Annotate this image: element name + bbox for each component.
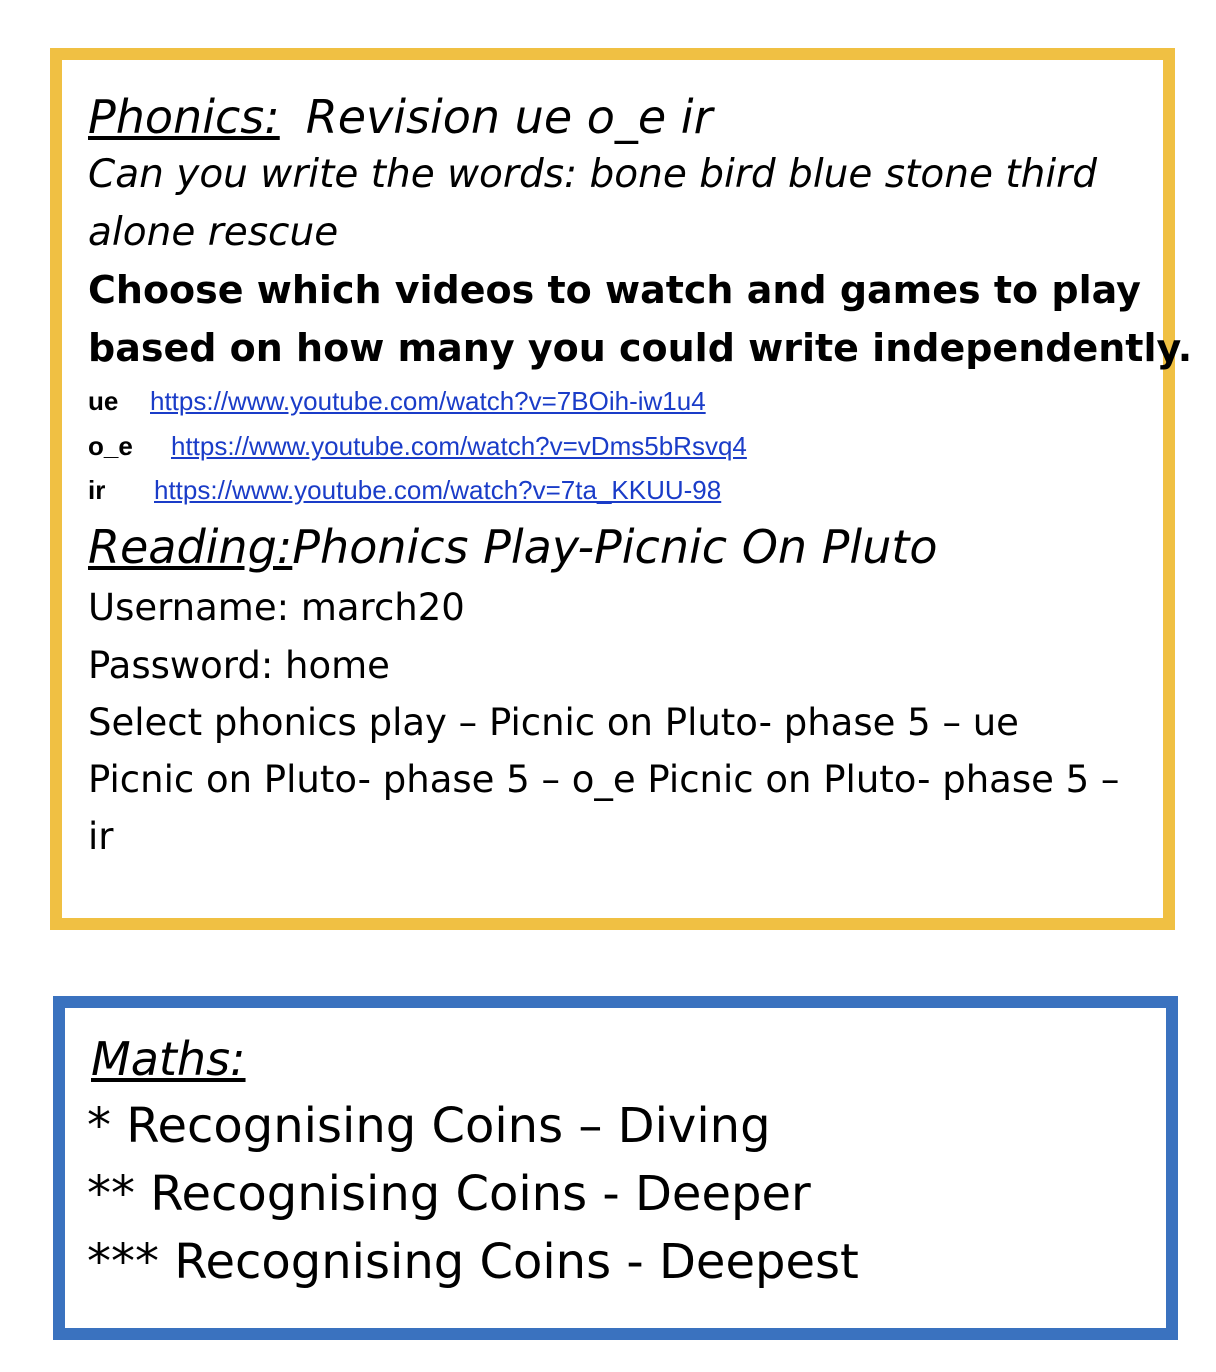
link-row-o-e bbox=[88, 431, 747, 462]
phonics-instruction-line-1: Choose which videos to watch and games to play bbox=[88, 268, 1141, 312]
maths-item-diving: * Recognising Coins – Diving bbox=[87, 1098, 771, 1154]
link-key-ir: ir bbox=[88, 475, 106, 505]
phonics-section bbox=[50, 48, 1193, 930]
reading-heading-topic: Phonics Play-Picnic On Pluto bbox=[292, 520, 938, 574]
maths-item-deepest: *** Recognising Coins - Deepest bbox=[87, 1234, 859, 1290]
reading-select-line-1: Select phonics play – Picnic on Pluto- phase 5 – ue bbox=[88, 701, 1019, 744]
maths-item-deeper: ** Recognising Coins - Deeper bbox=[87, 1166, 811, 1222]
video-link-o-e[interactable]: https://www.youtube.com/watch?v=vDms5bRsvq4 bbox=[171, 431, 747, 461]
phonics-heading-label: Phonics: bbox=[88, 90, 280, 144]
reading-password: Password: home bbox=[88, 644, 390, 687]
maths-heading: Maths: bbox=[91, 1032, 246, 1086]
link-key-ue: ue bbox=[88, 386, 119, 416]
reading-heading-label: Reading: bbox=[88, 520, 293, 574]
video-link-ir[interactable]: https://www.youtube.com/watch?v=7ta_KKUU-98 bbox=[154, 475, 722, 505]
video-link-ue[interactable]: https://www.youtube.com/watch?v=7BOih-iw1u4 bbox=[150, 386, 706, 416]
reading-select-line-2: Picnic on Pluto- phase 5 – o_e Picnic on Pluto- phase 5 – bbox=[88, 758, 1120, 801]
phonics-task-line-2: alone rescue bbox=[88, 210, 339, 255]
reading-heading bbox=[88, 520, 938, 574]
phonics-heading-topic: Revision ue o_e ir bbox=[305, 90, 713, 144]
link-row-ir bbox=[88, 475, 721, 506]
phonics-instruction-line-2: based on how many you could write independently. bbox=[88, 326, 1193, 370]
phonics-task-line-1: Can you write the words: bone bird blue stone third bbox=[88, 152, 1097, 197]
reading-select-line-3: ir bbox=[88, 815, 114, 858]
maths-section bbox=[53, 996, 1178, 1340]
reading-username: Username: march20 bbox=[88, 586, 465, 629]
phonics-heading bbox=[88, 90, 713, 144]
link-key-o-e: o_e bbox=[88, 431, 133, 461]
link-row-ue bbox=[88, 386, 706, 417]
